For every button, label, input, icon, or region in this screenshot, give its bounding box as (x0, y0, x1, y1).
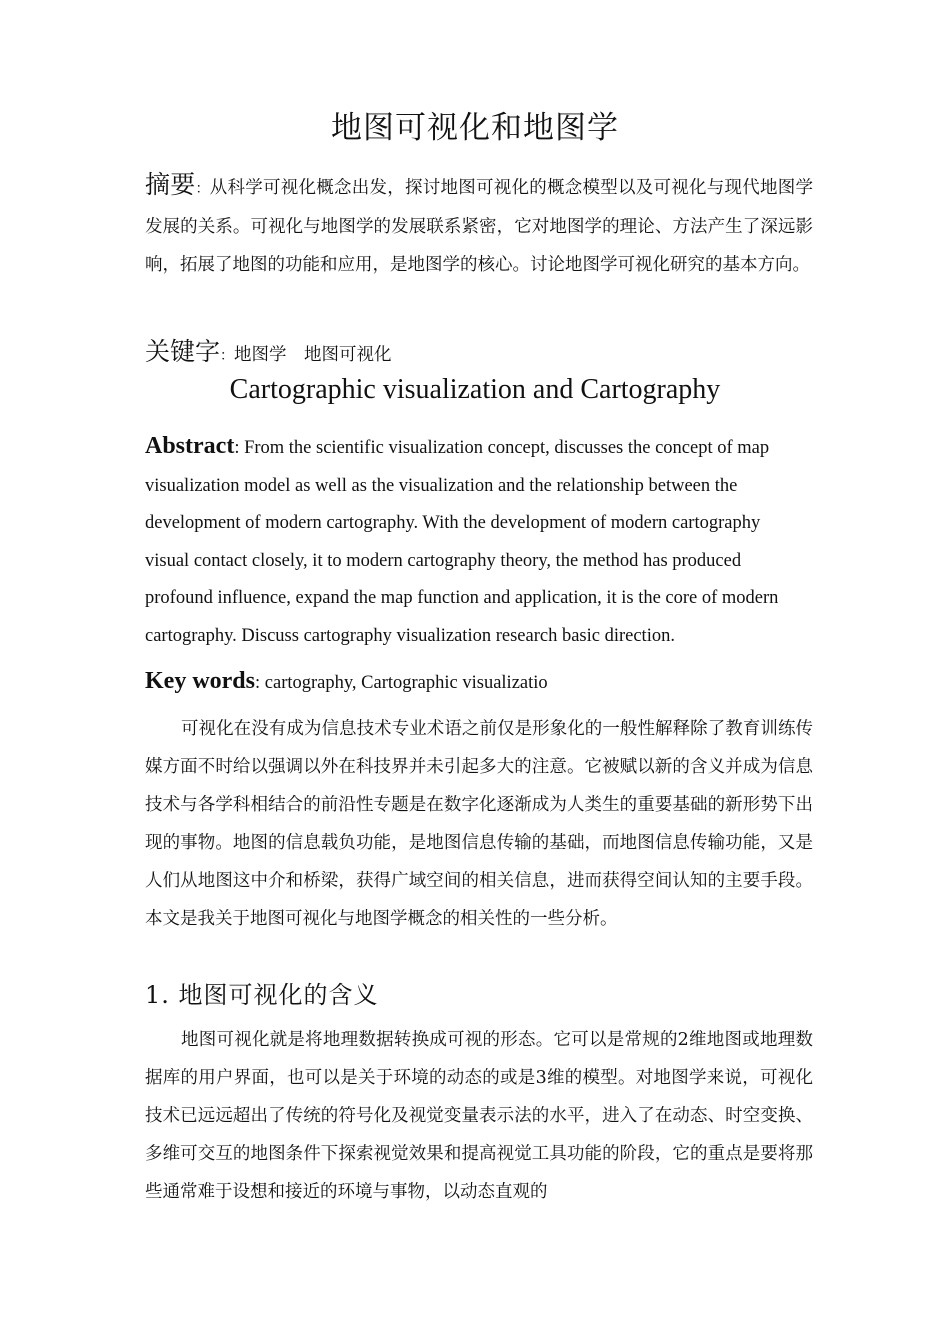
chinese-keywords-label: 关键字 (145, 337, 221, 366)
chinese-abstract-text: 从科学可视化概念出发，探讨地图可视化的概念模型以及可视化与现代地图学发展的关系。可视化与地图学的发展联系紧密，它对地图学的理论、方法产生了深远影响，拓展了地图的功能和应用，是地图学的核心。讨论地图学可视化研究的基本方向。 (145, 178, 813, 275)
chinese-title: 地图可视化和地图学 (331, 110, 619, 146)
section-1-heading: 1. 地图可视化的含义 (145, 981, 379, 1009)
chinese-keywords (145, 332, 392, 368)
english-title: Cartographic visualization and Cartography (229, 374, 721, 405)
section-1-body: 地图可视化就是将地理数据转换成可视的形态。它可以是常规的2维地图或地理数据库的用户界面，也可以是关于环境的动态的或是3维的模型。对地图学来说，可视化技术已远远超出了传统的符号化及视觉变量表示法的水平，进入了在动态、时空变换、多维可交互的地图条件下探索视觉效果和提高视觉工具功能的阶段，它的重点是要将那些通常难于设想和接近的环境与事物，以动态直观的 (145, 1030, 813, 1202)
english-abstract (145, 428, 805, 655)
english-abstract-label: Abstract (145, 433, 235, 459)
english-keywords-text: cartography, Cartographic visualizatio (260, 673, 548, 693)
chinese-abstract-label: 摘要 (145, 170, 196, 199)
chinese-abstract (145, 166, 813, 284)
english-abstract-text: From the scientific visualization concept, discusses the concept of map visualization model as well as the visualization and the relationship between the development of modern cartography. With the development of modern cartography visual contact closely, it to modern cartography theory, the method has produced profound influence, expand the map function and application, it is the core of modern cartography. Discuss cartography visualization research basic direction. (145, 438, 779, 646)
chinese-keywords-colon: ： (220, 348, 235, 364)
english-keywords-colon: : (255, 673, 261, 693)
chinese-keywords-text: 地图学 地图可视化 (234, 345, 392, 365)
chinese-abstract-colon: ： (195, 181, 210, 197)
english-keywords (145, 668, 548, 695)
english-keywords-label: Key words (145, 668, 255, 694)
english-abstract-colon: : (234, 438, 240, 458)
intro-paragraph: 可视化在没有成为信息技术专业术语之前仅是形象化的一般性解释除了教育训练传媒方面不时给以强调以外在科技界并未引起多大的注意。它被赋以新的含义并成为信息技术与各学科相结合的前沿性专题是在数字化逐渐成为人类生的重要基础的新形势下出现的事物。地图的信息载负功能，是地图信息传输的基础，而地图信息传输功能，又是人们从地图这中介和桥梁，获得广域空间的相关信息，进而获得空间认知的主要手段。本文是我关于地图可视化与地图学概念的相关性的一些分析。 (145, 719, 813, 929)
